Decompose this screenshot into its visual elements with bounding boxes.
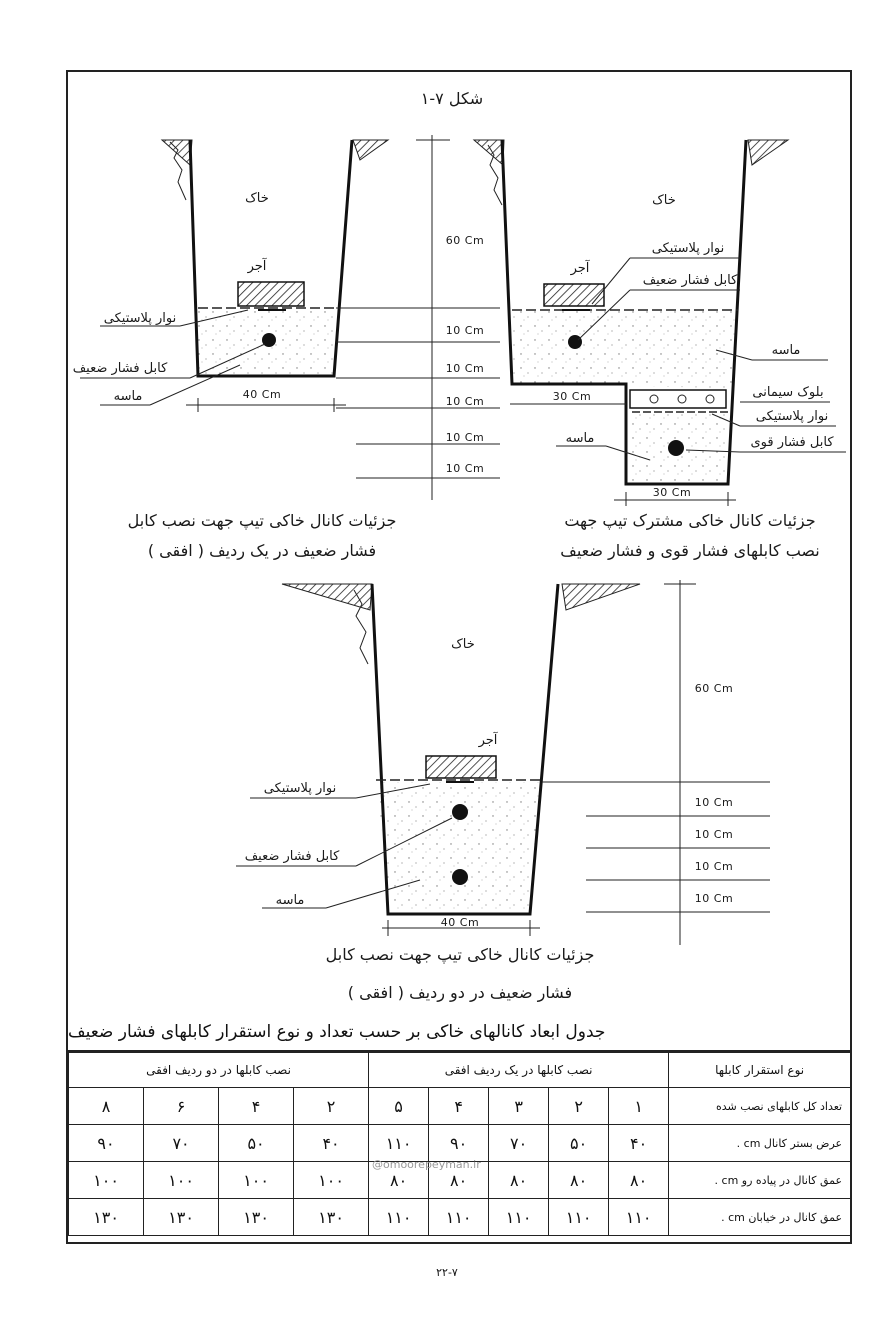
table-cell: ۷۰ xyxy=(144,1125,219,1162)
sand-label-right-upper: ماسه xyxy=(771,343,801,358)
soil-label-bottom: خاک xyxy=(451,637,475,652)
table-cell: ۵ xyxy=(369,1088,429,1125)
header-type: نوع استقرار کابلها xyxy=(669,1053,851,1088)
row-label: عمق کانال در خیابان cm . xyxy=(669,1199,851,1236)
table-cell: ۹۰ xyxy=(69,1125,144,1162)
table-cell: ۹۰ xyxy=(429,1125,489,1162)
table-cell: ۸ xyxy=(69,1088,144,1125)
row-label: تعداد کل کابلهای نصب شده xyxy=(669,1088,851,1125)
sand-label-left: ماسه xyxy=(113,389,143,404)
dim-30cm-bottom: 30 Cm xyxy=(652,486,692,499)
brick-label-right: آجر xyxy=(570,261,590,276)
right-trench xyxy=(474,140,846,506)
dim-10cm-b1: 10 Cm xyxy=(694,796,734,809)
dim-10cm-b4: 10 Cm xyxy=(694,892,734,905)
dim-10cm-5: 10 Cm xyxy=(445,462,485,475)
dim-10cm-4: 10 Cm xyxy=(445,431,485,444)
table-cell: ۸۰ xyxy=(369,1162,429,1199)
caption-left-line2: فشار ضعیف در یک ردیف ( افقی ) xyxy=(147,541,377,560)
dim-10cm-1: 10 Cm xyxy=(445,324,485,337)
table-cell: ۲ xyxy=(549,1088,609,1125)
lv-cable-label-left: کابل فشار ضعیف xyxy=(72,361,168,376)
table-cell: ۴ xyxy=(219,1088,294,1125)
table-cell: ۱۱۰ xyxy=(429,1199,489,1236)
table-cell: ۷۰ xyxy=(489,1125,549,1162)
table-row xyxy=(69,1088,851,1125)
table-cell: ۱۰۰ xyxy=(144,1162,219,1199)
bottom-trench xyxy=(236,580,770,945)
caption-left-line1: جزئیات کانال خاکی تیپ جهت نصب کابل xyxy=(127,511,397,530)
table-cell: ۱۰۰ xyxy=(294,1162,369,1199)
hv-cable-label: کابل فشار قوی xyxy=(750,435,834,450)
soil-label-left: خاک xyxy=(245,191,269,206)
caption-bottom-line1: جزئیات کانال خاکی تیپ جهت نصب کابل xyxy=(325,945,595,964)
dim-30cm-step: 30 Cm xyxy=(552,390,592,403)
table-row xyxy=(69,1125,851,1162)
table-cell: ۴۰ xyxy=(294,1125,369,1162)
dim-10cm-3: 10 Cm xyxy=(445,395,485,408)
table-cell: ۱۳۰ xyxy=(219,1199,294,1236)
dim-10cm-b2: 10 Cm xyxy=(694,828,734,841)
header-one-row: نصب کابلها در یک ردیف افقی xyxy=(369,1053,669,1088)
dim-60cm-top: 60 Cm xyxy=(445,234,485,247)
table-cell: ۴۰ xyxy=(609,1125,669,1162)
table-header-row xyxy=(69,1053,851,1088)
lv-cable-label-right: کابل فشار ضعیف xyxy=(642,273,738,288)
lv-cable-label-bottom: کابل فشار ضعیف xyxy=(244,849,340,864)
dim-40cm-bottom: 40 Cm xyxy=(440,916,480,929)
dim-10cm-2: 10 Cm xyxy=(445,362,485,375)
watermark: @omoorepeyman.ir xyxy=(372,1158,481,1171)
brick-label-bottom: آجر xyxy=(478,733,498,748)
brick-label-left: آجر xyxy=(247,259,267,274)
dim-10cm-b3: 10 Cm xyxy=(694,860,734,873)
table-cell: ۱۳۰ xyxy=(69,1199,144,1236)
table-cell: ۸۰ xyxy=(549,1162,609,1199)
table-cell: ۱۳۰ xyxy=(294,1199,369,1236)
tape-label-bottom: نوار پلاستیکی xyxy=(263,781,337,796)
header-two-rows: نصب کابلها در دو ردیف افقی xyxy=(69,1053,369,1088)
dimensions-table xyxy=(68,1052,851,1236)
table-title: جدول ابعاد کانالهای خاکی بر حسب تعداد و نوع استقرار کابلهای فشار ضعیف xyxy=(68,1014,850,1052)
row-label: عرض بستر کانال cm . xyxy=(669,1125,851,1162)
figure-title: شکل ۷-۱ xyxy=(420,89,484,108)
table-cell: ۴ xyxy=(429,1088,489,1125)
table-cell: ۱۱۰ xyxy=(609,1199,669,1236)
caption-right-line1: جزئیات کانال خاکی مشترک تیپ جهت xyxy=(564,511,816,530)
table-cell: ۱۱۰ xyxy=(489,1199,549,1236)
table-cell: ۵۰ xyxy=(219,1125,294,1162)
concrete-block-label: بلوک سیمانی xyxy=(752,385,824,400)
caption-bottom-line2: فشار ضعیف در دو ردیف ( افقی ) xyxy=(347,983,573,1002)
table-cell: ۸۰ xyxy=(489,1162,549,1199)
table-cell: ۱ xyxy=(609,1088,669,1125)
table-row xyxy=(69,1199,851,1236)
table-cell: ۸۰ xyxy=(429,1162,489,1199)
caption-right-line2: نصب کابلهای فشار قوی و فشار ضعیف xyxy=(560,541,820,560)
table-cell: ۱۱۰ xyxy=(369,1125,429,1162)
dim-60cm-bottom: 60 Cm xyxy=(694,682,734,695)
center-dimensions xyxy=(336,135,500,500)
table-cell: ۱۳۰ xyxy=(144,1199,219,1236)
sand-label-right-lower: ماسه xyxy=(565,431,595,446)
table-cell: ۵۰ xyxy=(549,1125,609,1162)
tape-label-right: نوار پلاستیکی xyxy=(651,241,725,256)
soil-label-right: خاک xyxy=(652,193,676,208)
table-cell: ۶ xyxy=(144,1088,219,1125)
left-trench xyxy=(73,140,388,412)
table-cell: ۲ xyxy=(294,1088,369,1125)
row-label: عمق کانال در پیاده رو cm . xyxy=(669,1162,851,1199)
table-cell: ۱۱۰ xyxy=(369,1199,429,1236)
dim-40cm-left: 40 Cm xyxy=(242,388,282,401)
table-cell: ۸۰ xyxy=(609,1162,669,1199)
page-number: ۲۲-۷ xyxy=(436,1266,458,1279)
tape-label-left: نوار پلاستیکی xyxy=(103,311,177,326)
tape-label-right-lower: نوار پلاستیکی xyxy=(755,409,829,424)
sand-label-bottom: ماسه xyxy=(275,893,305,908)
table-cell: ۱۰۰ xyxy=(69,1162,144,1199)
table-cell: ۱۰۰ xyxy=(219,1162,294,1199)
table-cell: ۱۱۰ xyxy=(549,1199,609,1236)
table-cell: ۳ xyxy=(489,1088,549,1125)
